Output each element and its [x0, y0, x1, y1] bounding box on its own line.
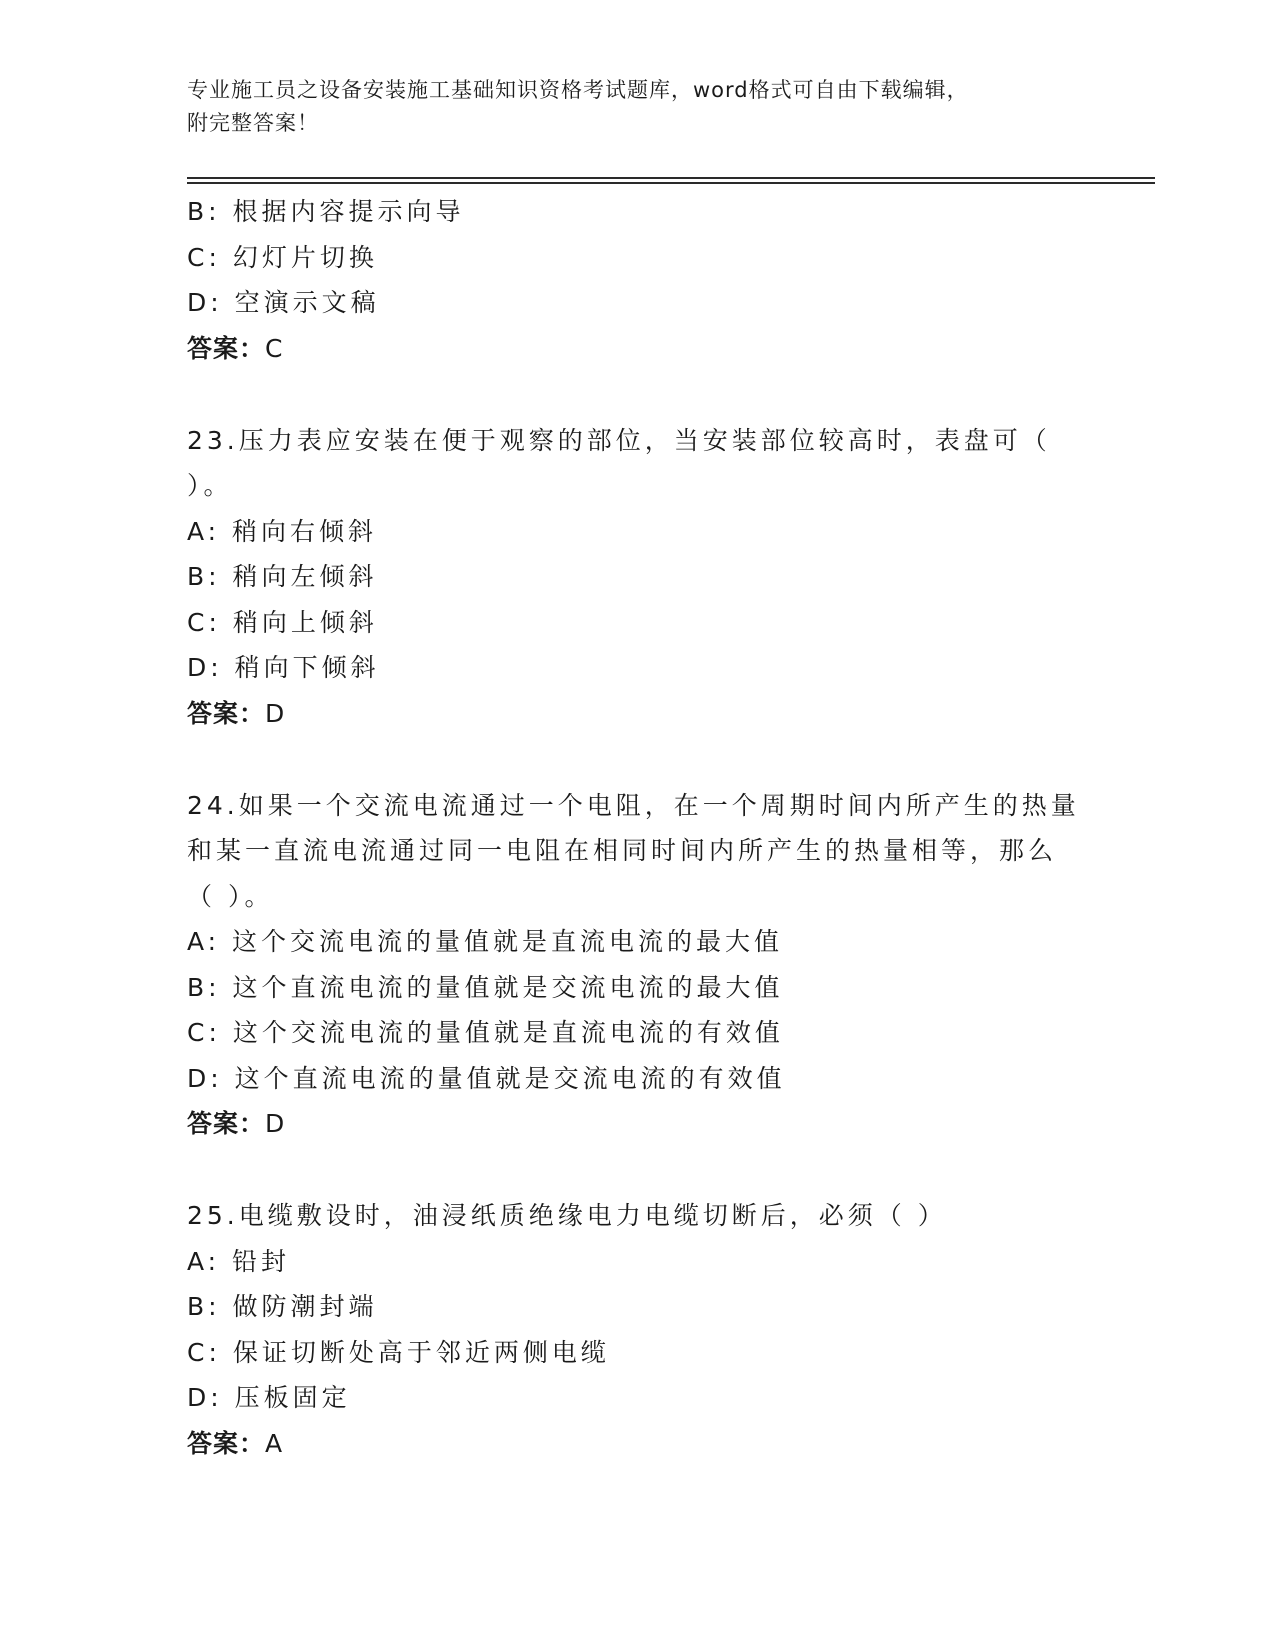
question-list	[187, 189, 1087, 1467]
question-24	[187, 783, 1087, 1148]
option-c: C: 保证切断处高于邻近两侧电缆	[187, 1337, 610, 1367]
answer-line	[187, 691, 1087, 737]
option-c: C: 幻灯片切换	[187, 242, 378, 272]
header-divider-top	[187, 177, 1155, 179]
spacer	[187, 1147, 1087, 1193]
option-a: A: 稍向右倾斜	[187, 516, 378, 546]
answer-label: 答案：	[187, 698, 266, 728]
spacer	[187, 372, 1087, 418]
answer-value: D	[265, 1109, 286, 1138]
header-line-1: 专业施工员之设备安装施工基础知识资格考试题库，word格式可自由下载编辑，	[187, 78, 969, 102]
option-c: C: 稍向上倾斜	[187, 607, 378, 637]
option-b: B: 做防潮封端	[187, 1292, 378, 1321]
question-22	[187, 189, 1087, 372]
document-header	[187, 74, 1067, 140]
option-b: B: 这个直流电流的量值就是交流电流的最大值	[187, 972, 784, 1002]
answer-label: 答案：	[187, 1109, 266, 1138]
option-c: C: 这个交流电流的量值就是直流电流的有效值	[187, 1018, 784, 1047]
answer-label: 答案：	[187, 1428, 266, 1458]
option-d: D: 稍向下倾斜	[187, 653, 380, 682]
spacer	[187, 737, 1087, 783]
question-23	[187, 418, 1087, 737]
option-a: A: 铅封	[187, 1246, 291, 1276]
answer-line	[187, 1421, 1087, 1467]
question-text-line-2: 和某一直流电流通过同一电阻在相同时间内所产生的热量相等，那么	[187, 836, 1058, 865]
option-a: A: 这个交流电流的量值就是直流电流的最大值	[187, 927, 784, 956]
question-text-line-2: ）。	[187, 471, 233, 500]
answer-value: A	[265, 1428, 284, 1458]
option-d: D: 空演示文稿	[187, 288, 380, 317]
question-text-line-1: 23.压力表应安装在便于观察的部位，当安装部位较高时，表盘可（	[187, 425, 1051, 455]
header-line-2: 附完整答案！	[187, 111, 319, 135]
answer-label: 答案：	[187, 333, 266, 363]
answer-value: D	[265, 698, 286, 728]
option-b: B: 根据内容提示向导	[187, 197, 465, 226]
question-text-line-3: （ ）。	[187, 881, 274, 911]
option-d: D: 压板固定	[187, 1383, 351, 1412]
question-text-line-1: 24.如果一个交流电流通过一个电阻，在一个周期时间内所产生的热量	[187, 790, 1080, 820]
question-text-line-1: 25.电缆敷设时，油浸纸质绝缘电力电缆切断后，必须（ ）	[187, 1201, 947, 1230]
option-d: D: 这个直流电流的量值就是交流电流的有效值	[187, 1063, 786, 1093]
question-25	[187, 1193, 1087, 1467]
option-b: B: 稍向左倾斜	[187, 562, 378, 591]
answer-line	[187, 326, 1087, 372]
answer-value: C	[265, 333, 284, 363]
answer-line	[187, 1101, 1087, 1147]
header-divider-bottom	[187, 182, 1155, 184]
